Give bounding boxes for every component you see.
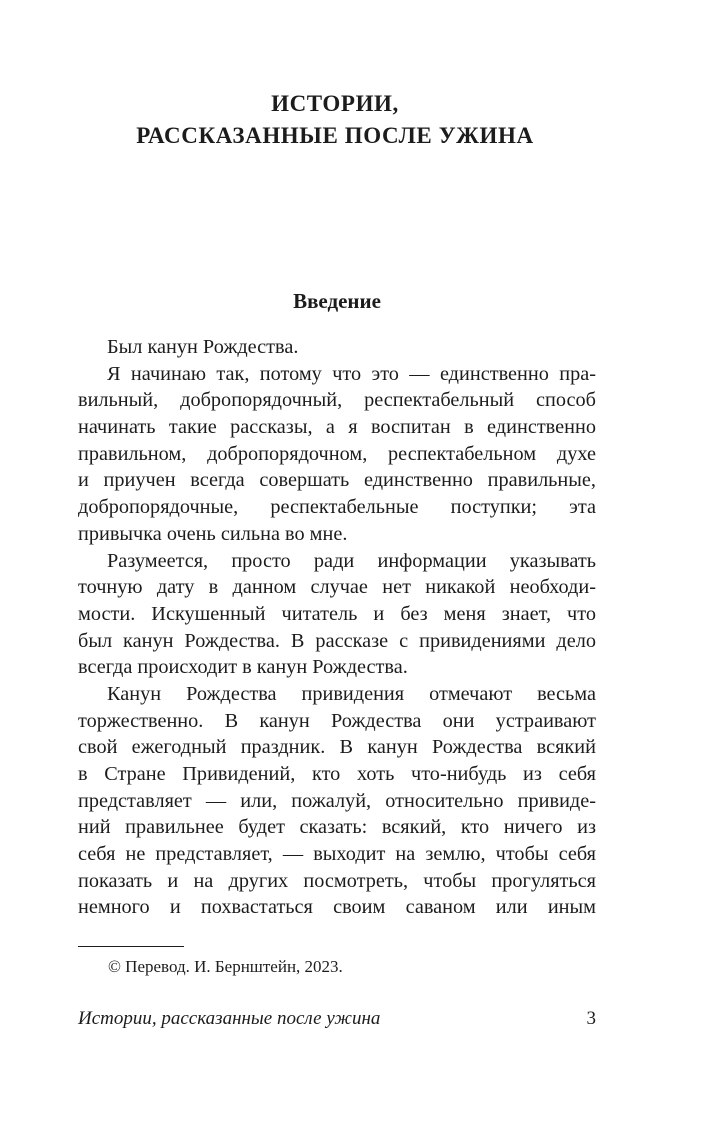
chapter-heading: Введение — [293, 289, 381, 313]
text-line: представляет — или, пожалуй, относительно привиде- — [78, 789, 596, 812]
book-title — [0, 88, 670, 152]
text-line: добропорядочные, респектабельные поступки; эта — [78, 496, 596, 519]
text-line: немного и похвастаться своим саваном или иным — [78, 896, 596, 919]
text-line: точную дату в данном случае нет никакой необходи- — [78, 576, 596, 599]
text-line: Был канун Рождества. — [107, 336, 299, 358]
text-line: свой ежегодный праздник. В канун Рождества всякий — [78, 736, 596, 759]
text-line: Канун Рождества привидения отмечают весьма — [107, 682, 596, 705]
text-line: показать и на других посмотреть, чтобы прогуляться — [78, 869, 596, 892]
running-footer: Истории, рассказанные после ужина — [78, 1008, 381, 1029]
text-line: был канун Рождества. В рассказе с привидениями дело — [78, 629, 596, 652]
text-line: Я начинаю так, потому что это — единственно пра- — [107, 362, 596, 385]
text-line: всегда происходит в канун Рождества. — [78, 656, 408, 679]
book-title-line-2: РАССКАЗАННЫЕ ПОСЛЕ УЖИНА — [136, 123, 534, 148]
text-line: торжественно. В канун Рождества они устраивают — [78, 709, 596, 732]
text-line: ний правильнее будет сказать: всякий, кто ничего из — [78, 816, 596, 839]
book-title-line-1: ИСТОРИИ, — [271, 91, 399, 116]
text-line: и приучен всегда совершать единственно правильные, — [78, 469, 596, 492]
text-line: Разумеется, просто ради информации указывать — [107, 549, 596, 572]
text-line: привычка очень сильна во мне. — [78, 522, 348, 545]
text-line: правильном, добропорядочном, респектабельном духе — [78, 442, 596, 465]
text-line: вильный, добропорядочный, респектабельный способ — [78, 389, 596, 412]
footnote: © Перевод. И. Бернштейн, 2023. — [108, 957, 343, 976]
footnote-divider — [78, 946, 184, 947]
text-line: мости. Искушенный читатель и без меня знает, что — [78, 602, 596, 625]
text-line: себя не представляет, — выходит на землю, чтобы себя — [78, 843, 596, 866]
body-text — [78, 334, 596, 921]
text-line: начинать такие рассказы, а я воспитан в единственно — [78, 416, 596, 439]
text-line: в Стране Привидений, кто хоть что-нибудь из себя — [78, 763, 596, 785]
page-number: 3 — [586, 1008, 596, 1029]
